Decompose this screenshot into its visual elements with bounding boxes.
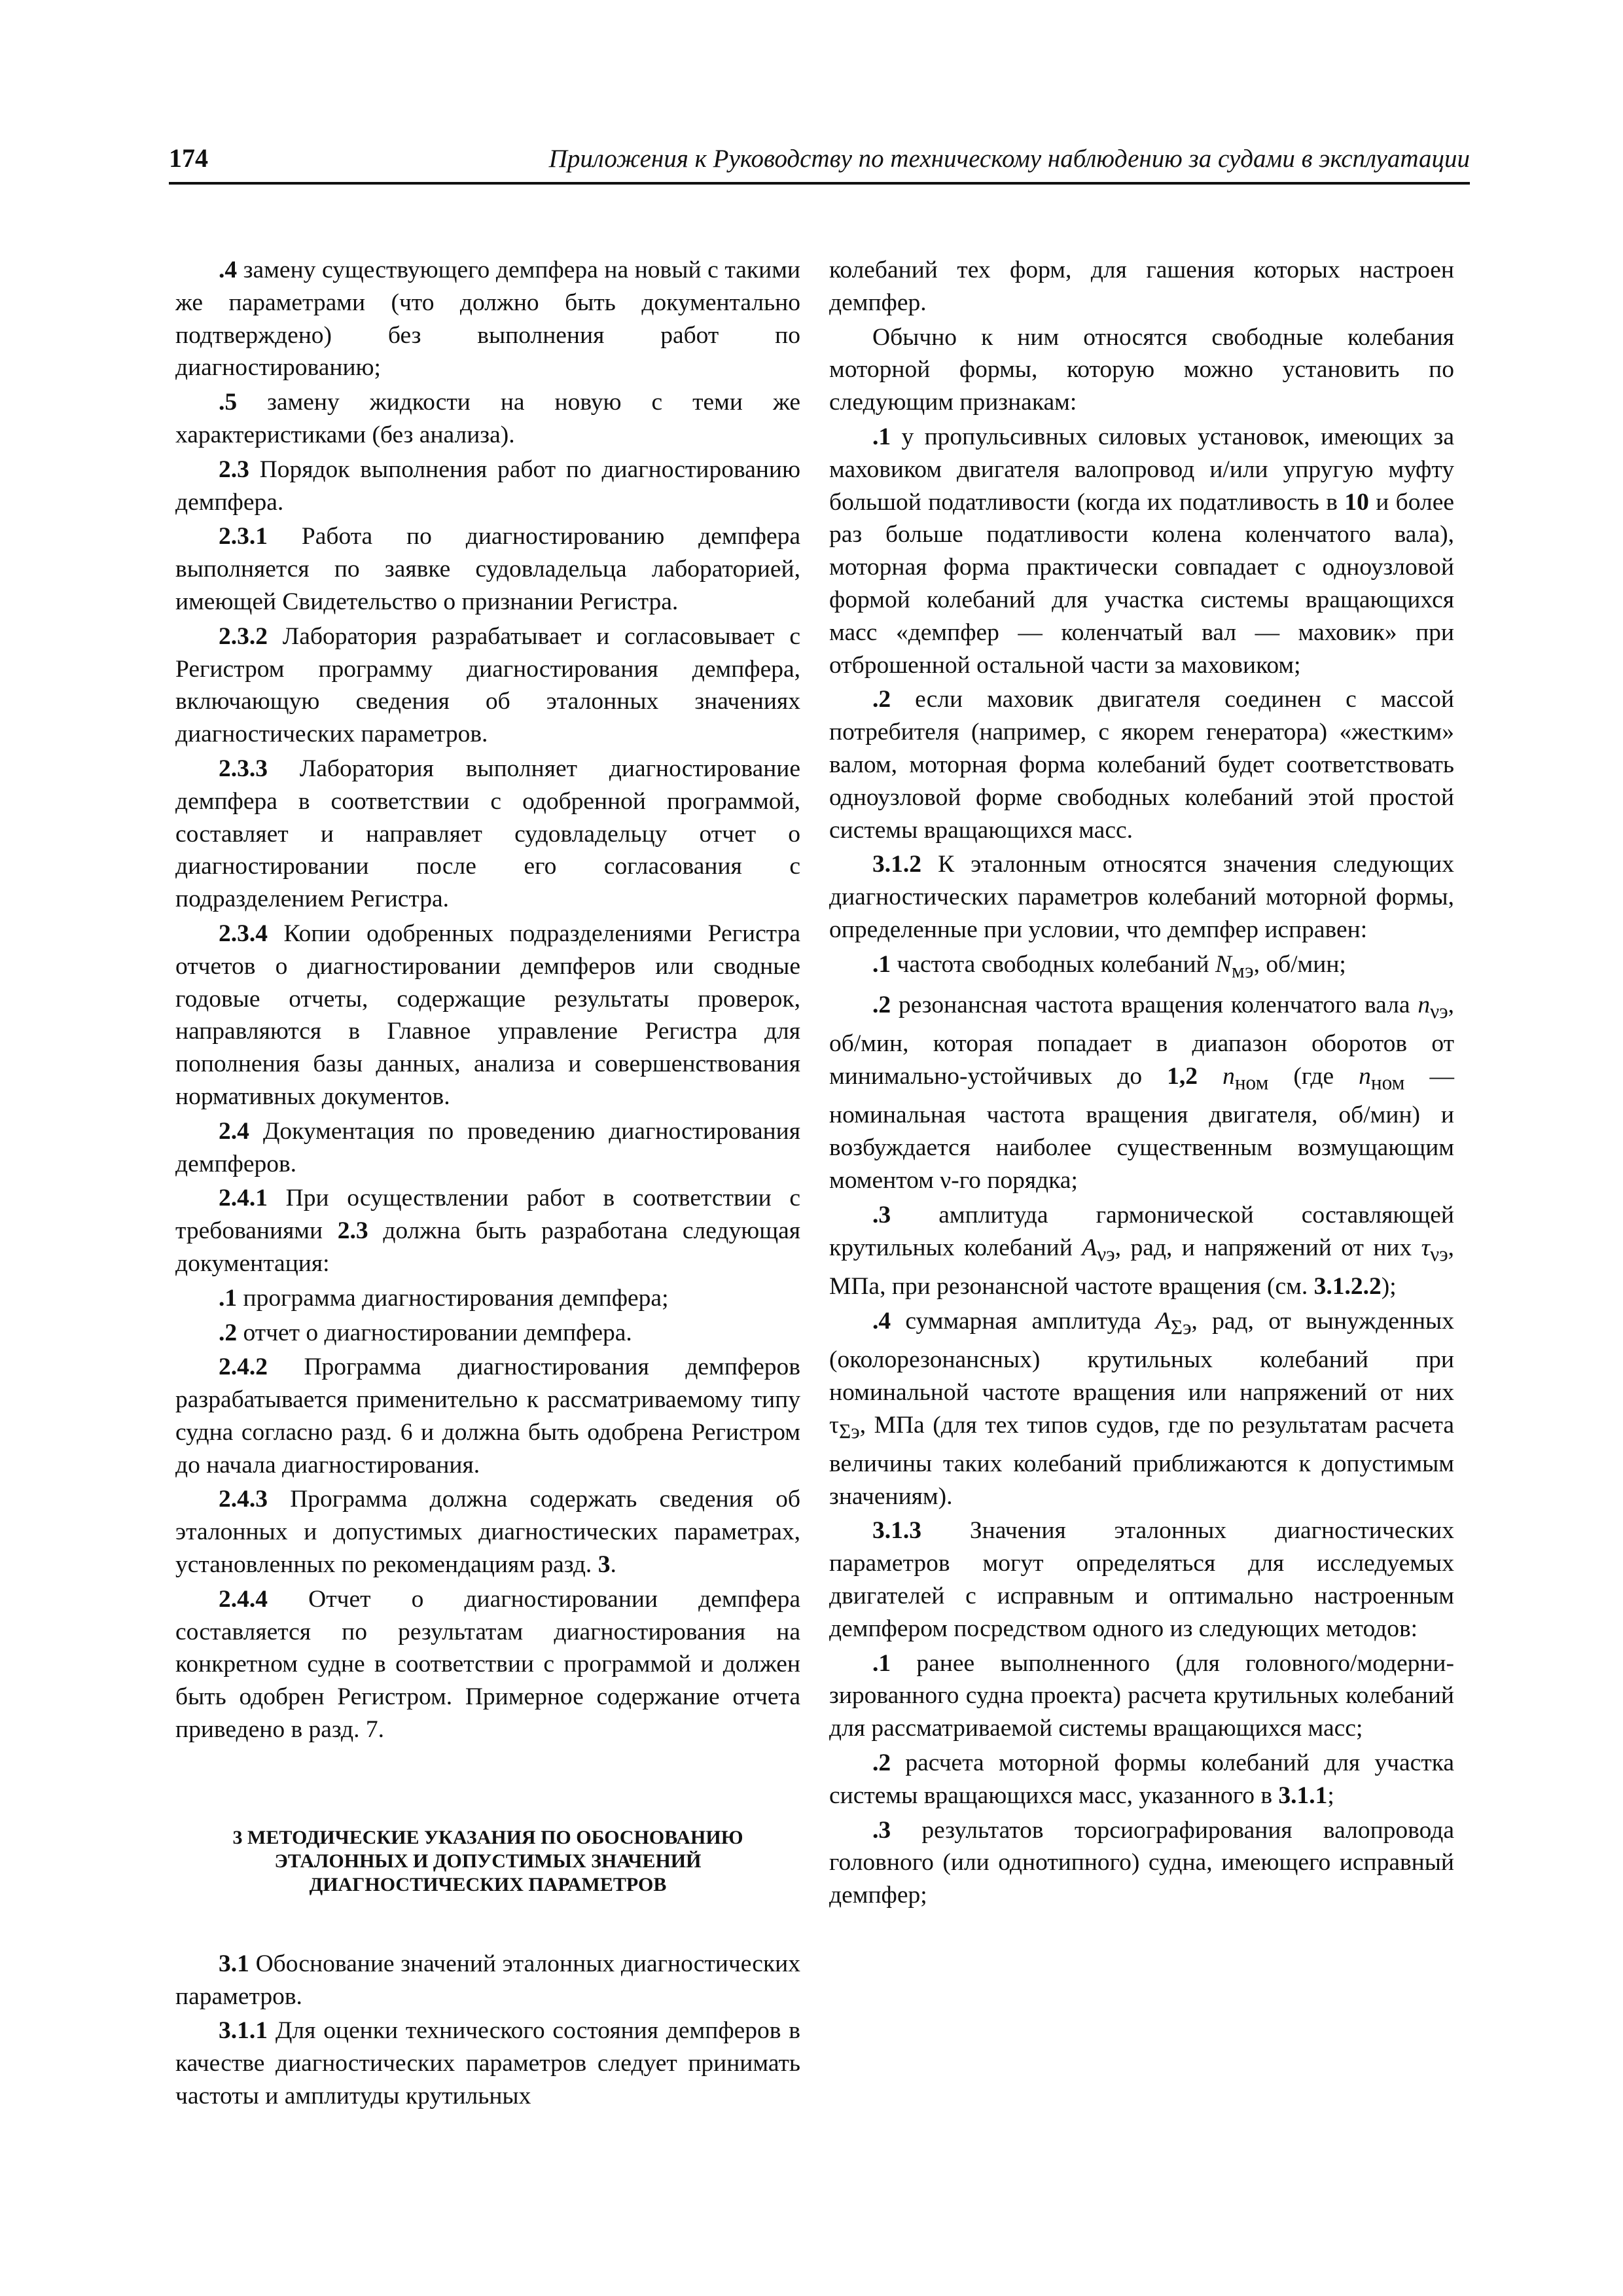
paragraph: .5 замену жидкости на новую с теми же характеристиками (без анализа). — [175, 389, 800, 448]
paragraph: 2.4.1 При осуществлении работ в соответствии с требованиями 2.3 должна быть разработана следующая документация: — [175, 1185, 800, 1277]
paragraph: 2.4.2 Программа диагностирования демпферов разрабатывается применительно к рассматриваемому типу судна согласно разд. 6 и должна быть одобрена Регистром до начала диагностирования. — [175, 1354, 800, 1479]
paragraph: 2.3.2 Лаборатория разрабатывает и согласовывает с Регистром программу диагностирования демпфера, включающую сведения об эталонных значениях диагностических параметров. — [175, 622, 800, 748]
paragraph: 2.3.4 Копии одобренных подразделениями Регистра отчетов о диагностировании демпферов или сводные годовые отчеты, содержащие результаты проверок, направляются в Главное управление Регистра для пополнения базы данных, анализа и совершенствования нормативных документов. — [175, 920, 800, 1110]
paragraph: 2.4.3 Программа должна содержать сведения об эталонных и допустимых диагностических параметрах, установленных по рекомендациям разд. 3. — [175, 1486, 800, 1579]
running-title: Приложения к Руководству по техническому наблюдению за судами в эксплуатации — [548, 145, 1470, 173]
page-header — [169, 143, 1470, 185]
paragraph: 3.1.2 К эталонным относятся значения следующих диагностических параметров колебаний моторной формы, определенные при условии, что демпфер исправен: — [829, 851, 1454, 943]
list-item: .2 расчета моторной формы колебаний для участка системы вращающихся масс, указанного в 3.1.1; — [829, 1749, 1454, 1809]
subsection-title: 3.1 Обоснование значений эталонных диагностических параметров. — [175, 1950, 800, 2010]
list-item: .1 ранее выполненного (для головного/модернизированного судна проекта) расчета крутильных колебаний для рассматриваемой системы вращающихся масс; — [829, 1649, 1454, 1742]
paragraph: колебаний тех форм, для гашения которых настроен демпфер. — [829, 257, 1454, 316]
right-column — [829, 254, 1454, 1914]
subsection-title: 2.3 Порядок выполнения работ по диагностированию демпфера. — [175, 456, 800, 516]
list-item: .1 программа диагностирования демпфера; — [219, 1284, 669, 1312]
list-item: .3 амплитуда гармонической составляющей крутильных колебаний $A_{\nu э}$, рад, и напряжений от них $\tau_{\nu э}$, МПа, при резонансной частоте вращения (см. 3.1.2.2); — [829, 1201, 1454, 1300]
list-item: .2 если маховик двигателя соединен с массой потребителя (например, с якорем генератора) «жестким» валом, моторная форма колебаний будет соответствовать одноузловой форме свободных колебаний этой простой системы вращающихся масс. — [829, 686, 1454, 844]
list-item: .1 частота свободных колебаний $N_{мэ}$, об/мин; — [872, 950, 1346, 982]
page-number: 174 — [169, 143, 208, 173]
paragraph: 2.3.3 Лаборатория выполняет диагностирование демпфера в соответствии с одобренной программой, составляет и направляет судовладельцу отчет о диагностировании после его согласования с подразделением Регистра. — [175, 755, 800, 913]
left-column — [175, 254, 800, 2115]
paragraph: 2.3.1 Работа по диагностированию демпфера выполняется по заявке судовладельца лабораторией, имеющей Свидетельство о признании Регистра. — [175, 523, 800, 615]
section-heading: 3 МЕТОДИЧЕСКИЕ УКАЗАНИЯ ПО ОБОСНОВАНИЮ ЭТАЛОННЫХ И ДОПУСТИМЫХ ЗНАЧЕНИЙ ДИАГНОСТИЧЕСКИХ ПАРАМЕТРОВ — [232, 1826, 743, 1895]
paragraph: 2.4.4 Отчет о диагностировании демпфера составляется по результатам диагностирования на конкретном судне в соответствии с программой и должен быть одобрен Регистром. Примерное содержание отчета приведено в разд. 7. — [175, 1585, 800, 1744]
paragraph: Обычно к ним относятся свободные колебания моторной формы, которую можно установить по следующим признакам: — [829, 323, 1454, 416]
subsection-title: 2.4 Документация по проведению диагностирования демпферов. — [175, 1117, 800, 1177]
paragraph: 3.1.3 Значения эталонных диагностических параметров могут определяться для исследуемых двигателей с исправным и оптимально настроенным демпфером посредством одного из следующих методов: — [829, 1517, 1454, 1642]
paragraph: 3.1.1 Для оценки технического состояния демпферов в качестве диагностических параметров следует принимать частоты и амплитуды крутильных — [175, 2017, 800, 2110]
list-item: .2 резонансная частота вращения коленчатого вала $n_{\nu э}$, об/мин, которая попадает в диапазон оборотов от минимально-устойчивых до 1,2 $n_{ном}$ (где $n_{ном}$ — номинальная частота вращения двигателя, об/мин) и возбуждается наиболее существенным возмущающим моментом ν-го порядка; — [829, 992, 1455, 1194]
list-item: .4 суммарная амплитуда $A_{\Sigma э}$, рад, от вынужденных (околорезонансных) крутильных колебаний при номинальной частоте вращения или напряжений от них $\tau_{\Sigma э}$, МПа (для тех типов судов, где по результатам расчета величины таких колебаний приближаются к допустимым значениям). — [829, 1307, 1455, 1510]
list-item: .1 у пропульсивных силовых установок, имеющих за маховиком двигателя валопровод и/или упругую муфту большой податливости (когда их податливость в 10 и более раз больше податливости колена коленчатого вала), моторная форма практически совпадает с одноузловой формой колебаний для участка системы вращающихся масс «демпфер — коленчатый вал — маховик» при отброшенной остальной части за маховиком; — [829, 423, 1454, 679]
list-item: .2 отчет о диагностировании демпфера. — [219, 1319, 632, 1346]
paragraph: .4 замену существующего демпфера на новый с такими же параметрами (что должно быть документально подтверждено) без выполнения работ по диагностированию; — [175, 257, 800, 382]
list-item: .3 результатов торсиографирования валопровода головного (или однотипного) судна, имеющего исправный демпфер; — [829, 1816, 1454, 1909]
